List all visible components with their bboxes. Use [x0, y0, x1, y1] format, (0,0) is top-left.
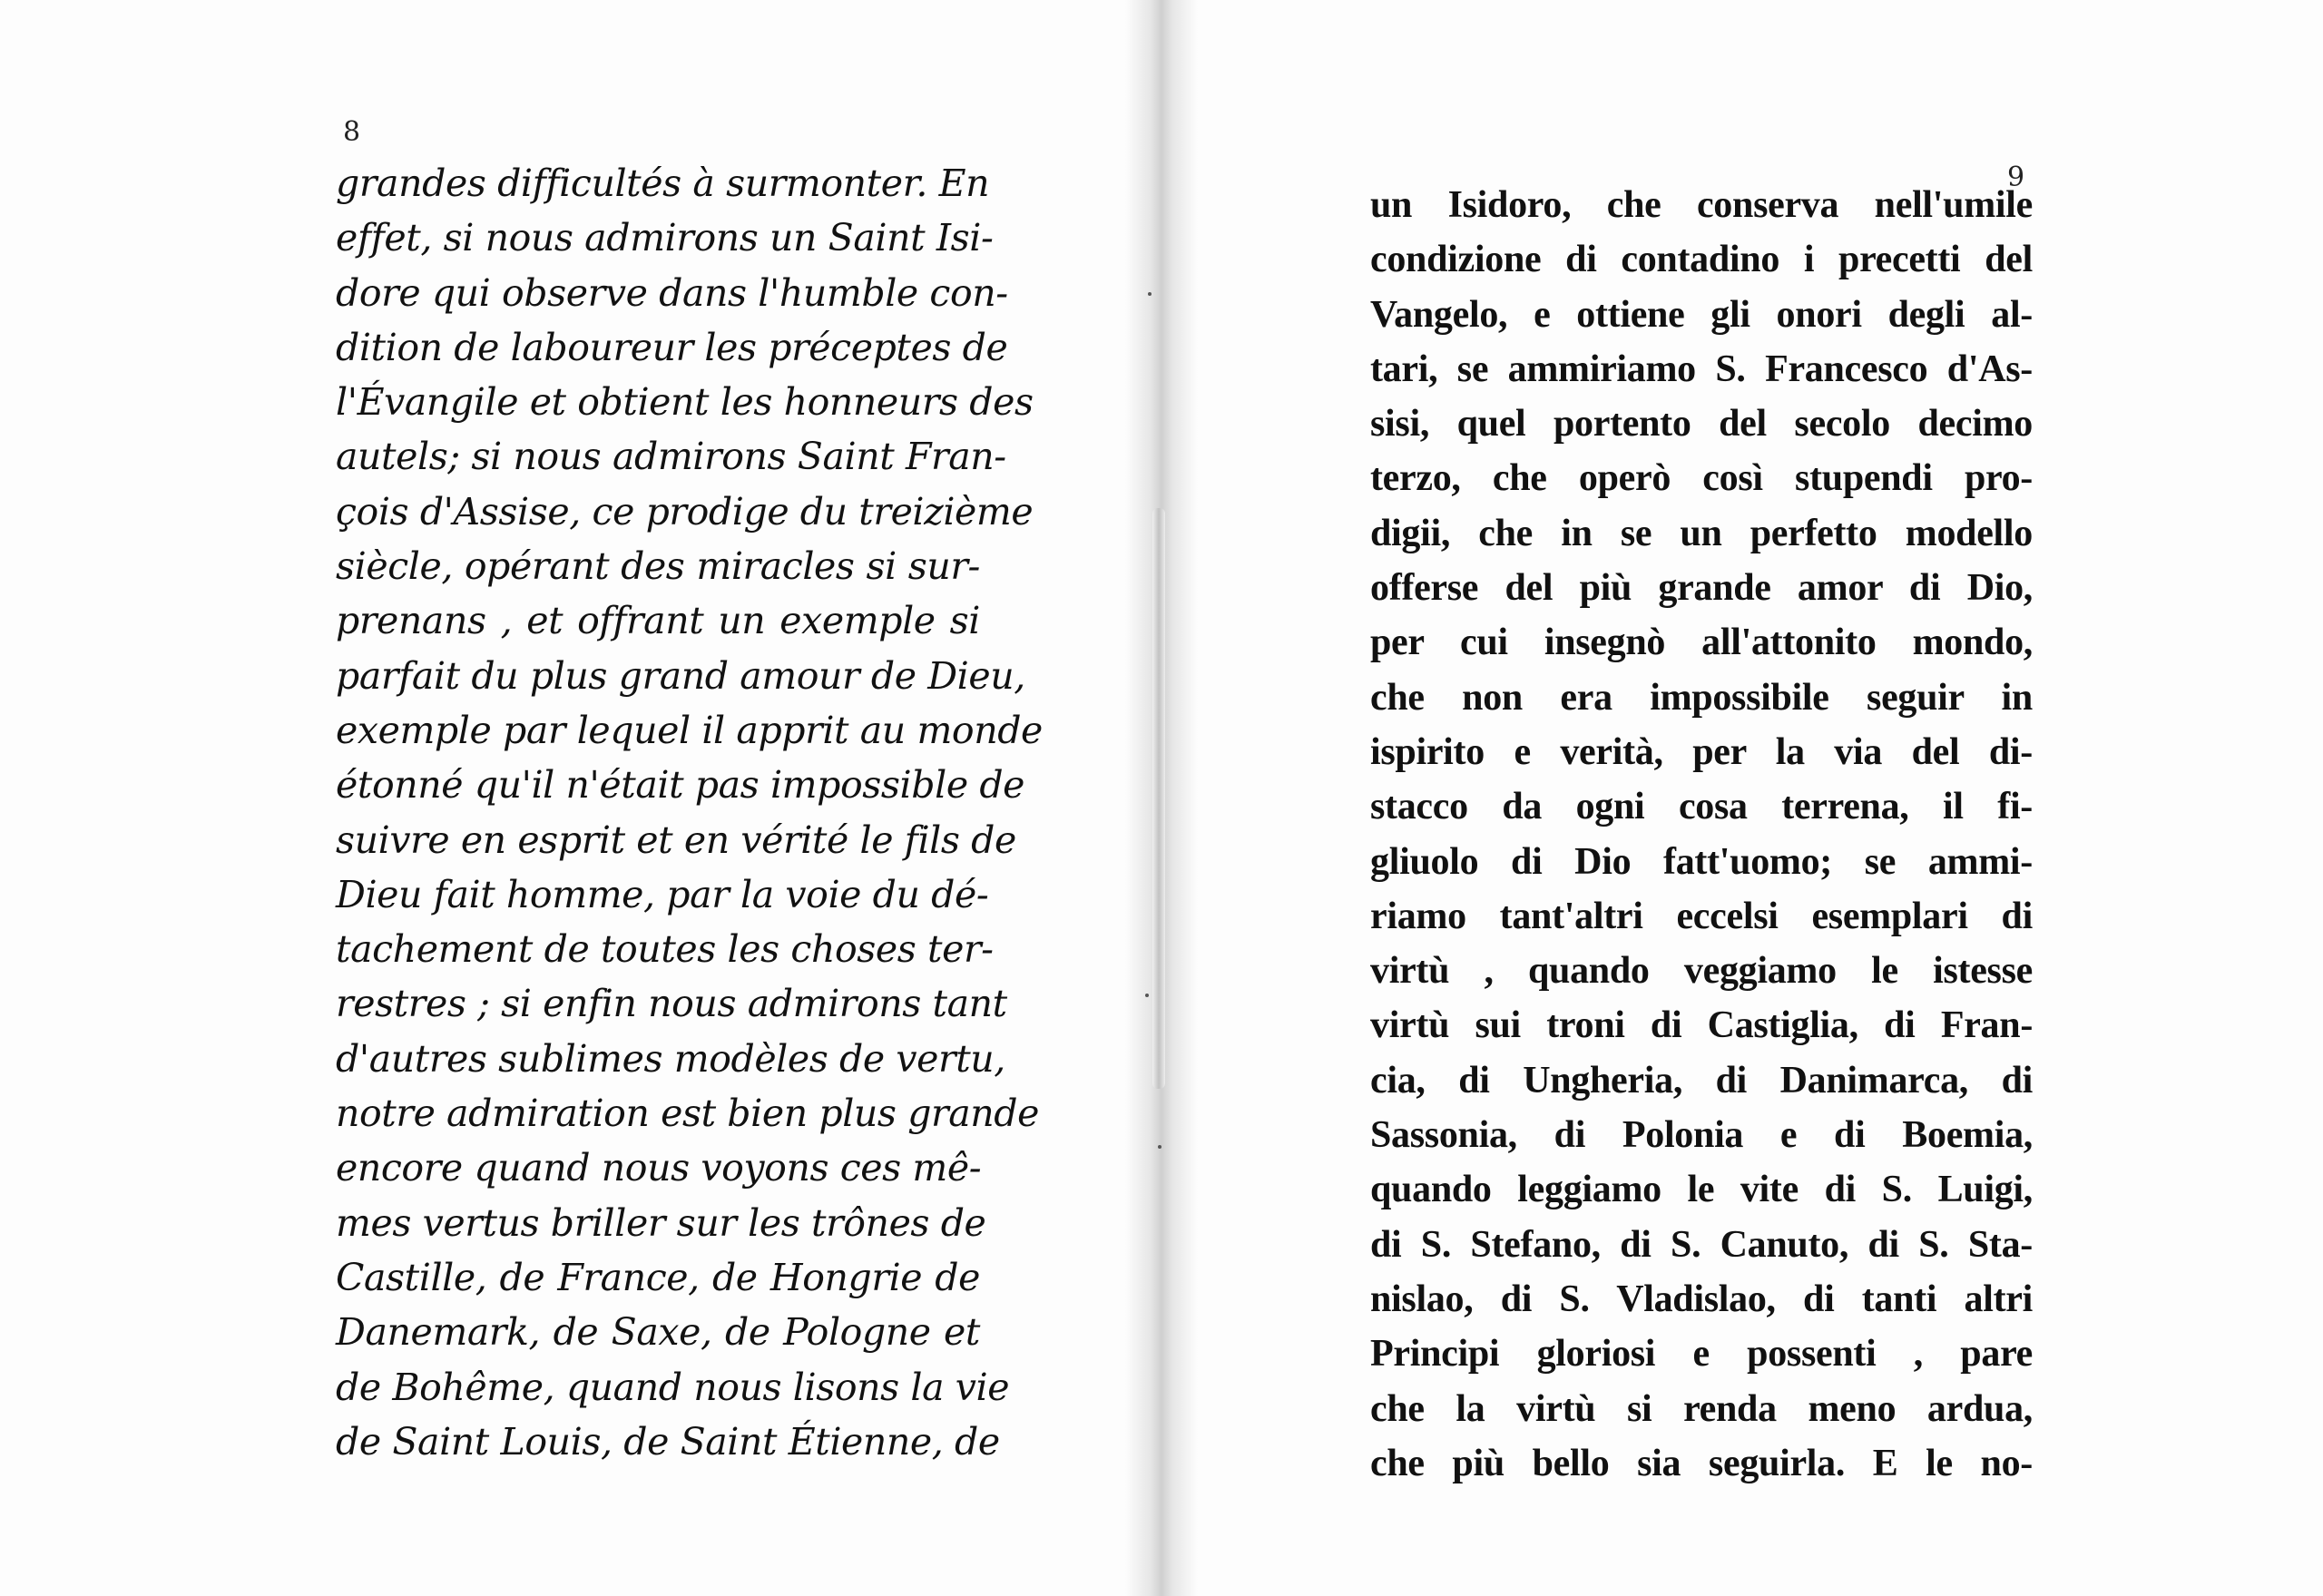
binding-crease [1152, 508, 1165, 1089]
text-line: Principi gloriosi e possenti , pare [1370, 1333, 2033, 1376]
text-line: che non era impossibile seguir in [1370, 676, 2033, 719]
text-line: un Isidoro, che conserva nell'umile [1370, 184, 2033, 226]
text-line: digii, che in se un perfetto modello [1370, 512, 2033, 554]
text-line: grandes difficultés à surmonter. En [336, 162, 990, 205]
text-line: autels; si nous admirons Saint Fran- [336, 435, 1006, 479]
right-page-number: 9 [2007, 162, 2025, 193]
text-line: de Saint Louis, de Saint Étienne, de [336, 1419, 1000, 1464]
text-line: notre admiration est bien plus grande [336, 1092, 1040, 1136]
text-line: exemple par lequel il apprit au monde [336, 708, 1043, 752]
text-line: suivre en esprit et en vérité le fils de [336, 818, 1016, 862]
text-line: restres ; si enfin nous admirons tant [336, 982, 1007, 1026]
text-line: Sassonia, di Polonia e di Boemia, [1370, 1114, 2033, 1157]
text-line: prenans , et offrant un exemple si [336, 599, 980, 643]
text-line: encore quand nous voyons ces mê- [336, 1146, 982, 1190]
text-line: dition de laboureur les préceptes de [336, 325, 1008, 369]
text-line: sisi, quel portento del secolo decimo [1370, 403, 2033, 446]
text-line: gliuolo di Dio fatt'uomo; se ammi- [1370, 840, 2033, 883]
text-line: di S. Stefano, di S. Canuto, di S. Sta- [1370, 1223, 2033, 1266]
left-page-text [336, 156, 1043, 1469]
text-line: che più bello sia seguirla. E le no- [1370, 1442, 2033, 1484]
print-speck [1148, 292, 1152, 296]
left-page-number: 8 [343, 116, 361, 148]
text-line: cia, di Ungheria, di Danimarca, di [1370, 1059, 2033, 1102]
print-speck [1145, 994, 1149, 997]
text-line: ispirito e verità, per la via del di- [1370, 730, 2033, 773]
text-line: Castille, de France, de Hongrie de [336, 1255, 980, 1299]
text-line: stacco da ogni cosa terrena, il fi- [1370, 786, 2033, 828]
text-line: parfait du plus grand amour de Dieu, [336, 653, 1025, 698]
text-line: tachement de toutes les choses ter- [336, 927, 994, 972]
text-line: nislao, di S. Vladislao, di tanti altri [1370, 1278, 2033, 1320]
right-page [1171, 0, 2323, 1596]
text-line: offerse del più grande amor di Dio, [1370, 567, 2033, 610]
text-line: de Bohême, quand nous lisons la vie [336, 1365, 1010, 1409]
text-line: étonné qu'il n'était pas impossible de [336, 763, 1025, 808]
text-line: l'Évangile et obtient les honneurs des [336, 380, 1034, 425]
text-line: çois d'Assise, ce prodige du treizième [336, 489, 1034, 534]
text-line: d'autres sublimes modèles de vertu, [336, 1036, 1005, 1081]
print-speck [1158, 1145, 1162, 1149]
text-line: virtù sui troni di Castiglia, di Fran- [1370, 1004, 2033, 1047]
text-line: Dieu fait homme, par la voie du dé- [336, 872, 989, 916]
text-line: terzo, che operò così stupendi pro- [1370, 457, 2033, 500]
left-page [0, 0, 1152, 1596]
text-line: virtù , quando veggiamo le istesse [1370, 950, 2033, 993]
text-line: che la virtù si renda meno ardua, [1370, 1387, 2033, 1430]
text-line: siècle, opérant des miracles si sur- [336, 544, 980, 589]
text-line: quando leggiamo le vite di S. Luigi, [1370, 1169, 2033, 1211]
text-line: Vangelo, e ottiene gli onori degli al- [1370, 293, 2033, 336]
text-line: Danemark, de Saxe, de Pologne et [336, 1310, 980, 1355]
text-line: condizione di contadino i precetti del [1370, 239, 2033, 281]
right-page-text [1370, 178, 2033, 1491]
text-line: riamo tant'altri eccelsi esemplari di [1370, 895, 2033, 937]
text-line: dore qui observe dans l'humble con- [336, 270, 1008, 315]
text-line: mes vertus briller sur les trônes de [336, 1200, 986, 1245]
text-line: per cui insegnò all'attonito mondo, [1370, 622, 2033, 664]
text-line: effet, si nous admirons un Saint Isi- [336, 216, 994, 260]
text-line: tari, se ammiriamo S. Francesco d'As- [1370, 348, 2033, 390]
